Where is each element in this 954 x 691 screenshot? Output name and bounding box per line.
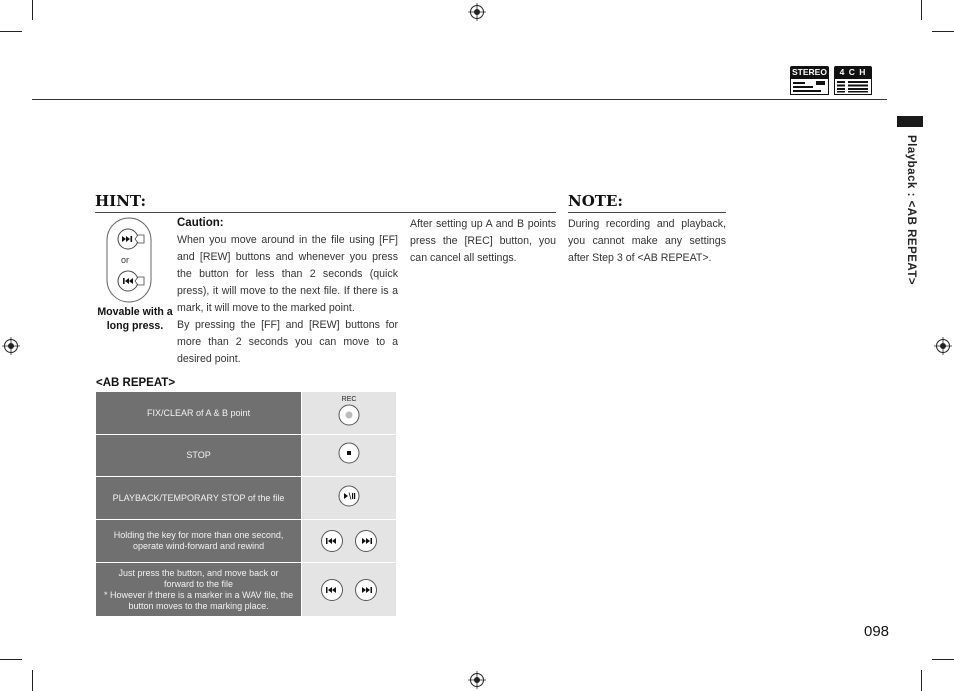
caution-title: Caution: [177, 217, 224, 229]
crop-mark [932, 31, 954, 32]
play-pause-button-icon [302, 477, 397, 520]
fast-forward-icon [355, 530, 377, 552]
stereo-badge-label: STEREO [790, 66, 829, 78]
note-title-rule [568, 212, 726, 213]
hint-title-rule [95, 212, 556, 213]
hint-side-text: After setting up A and B points press the [REC] button, you can cancel all settings. [410, 218, 556, 264]
crop-mark [32, 0, 33, 20]
row-label: Just press the button, and move back or forward to the file * However if there is a marker in a WAV file, the button moves to the marking place. [96, 563, 302, 617]
table-row [96, 392, 397, 435]
crop-mark [0, 31, 22, 32]
header-divider [32, 99, 887, 100]
row-label: STOP [96, 435, 302, 477]
rewind-icon [321, 579, 343, 601]
note-title: NOTE: [568, 192, 623, 210]
stereo-meter-icon [790, 78, 829, 95]
page-number: 098 [864, 623, 890, 640]
4ch-badge [834, 66, 872, 95]
registration-mark-icon [2, 337, 20, 355]
crop-mark [932, 659, 954, 660]
or-label: or [121, 255, 130, 265]
rewind-fastforward-button-icons [302, 563, 397, 617]
crop-mark [921, 670, 922, 691]
crop-mark [0, 659, 22, 660]
table-row [96, 477, 397, 520]
rec-circle-icon [338, 404, 360, 426]
registration-mark-icon [934, 337, 952, 355]
4ch-meter-icon [834, 78, 872, 95]
row-label: FIX/CLEAR of A & B point [96, 392, 302, 435]
movable-label: Movable with a long press. [97, 306, 173, 332]
rec-label: REC [341, 395, 357, 403]
crop-mark [921, 0, 922, 20]
ff-rew-buttons-illustration [105, 217, 155, 303]
ab-repeat-title: <AB REPEAT> [96, 377, 176, 389]
section-tab-marker [897, 116, 923, 127]
row-label: PLAYBACK/TEMPORARY STOP of the file [96, 477, 302, 520]
rewind-icon [321, 530, 343, 552]
caution-text-1: When you move around in the file using [FF] and [REW] buttons and whenever you press the button for less than 2 seconds (quick press), it will move to the next file. If there is a mark, it will move to the marked point. [177, 234, 398, 314]
ab-repeat-table [95, 391, 397, 617]
crop-mark [32, 670, 33, 691]
note-text: During recording and playback, you cannot make any settings after Step 3 of <AB REPEAT>. [568, 218, 726, 264]
fast-forward-icon [355, 579, 377, 601]
table-row [96, 563, 397, 617]
4ch-badge-label: 4 C H [834, 66, 872, 78]
hint-title: HINT: [95, 192, 147, 210]
rewind-fastforward-button-icons [302, 520, 397, 563]
table-row [96, 520, 397, 563]
registration-mark-icon [468, 671, 486, 689]
section-label: Playback : <AB REPEAT> [905, 135, 917, 286]
table-row [96, 435, 397, 477]
caution-text-2: By pressing the [FF] and [REW] buttons for more than 2 seconds you can move to a desired point. [177, 319, 398, 365]
row-label: Holding the key for more than one second, operate wind-forward and rewind [96, 520, 302, 563]
rec-button-icon [302, 392, 397, 435]
stop-button-icon [302, 435, 397, 477]
registration-mark-icon [468, 3, 486, 21]
stereo-badge [790, 66, 829, 95]
